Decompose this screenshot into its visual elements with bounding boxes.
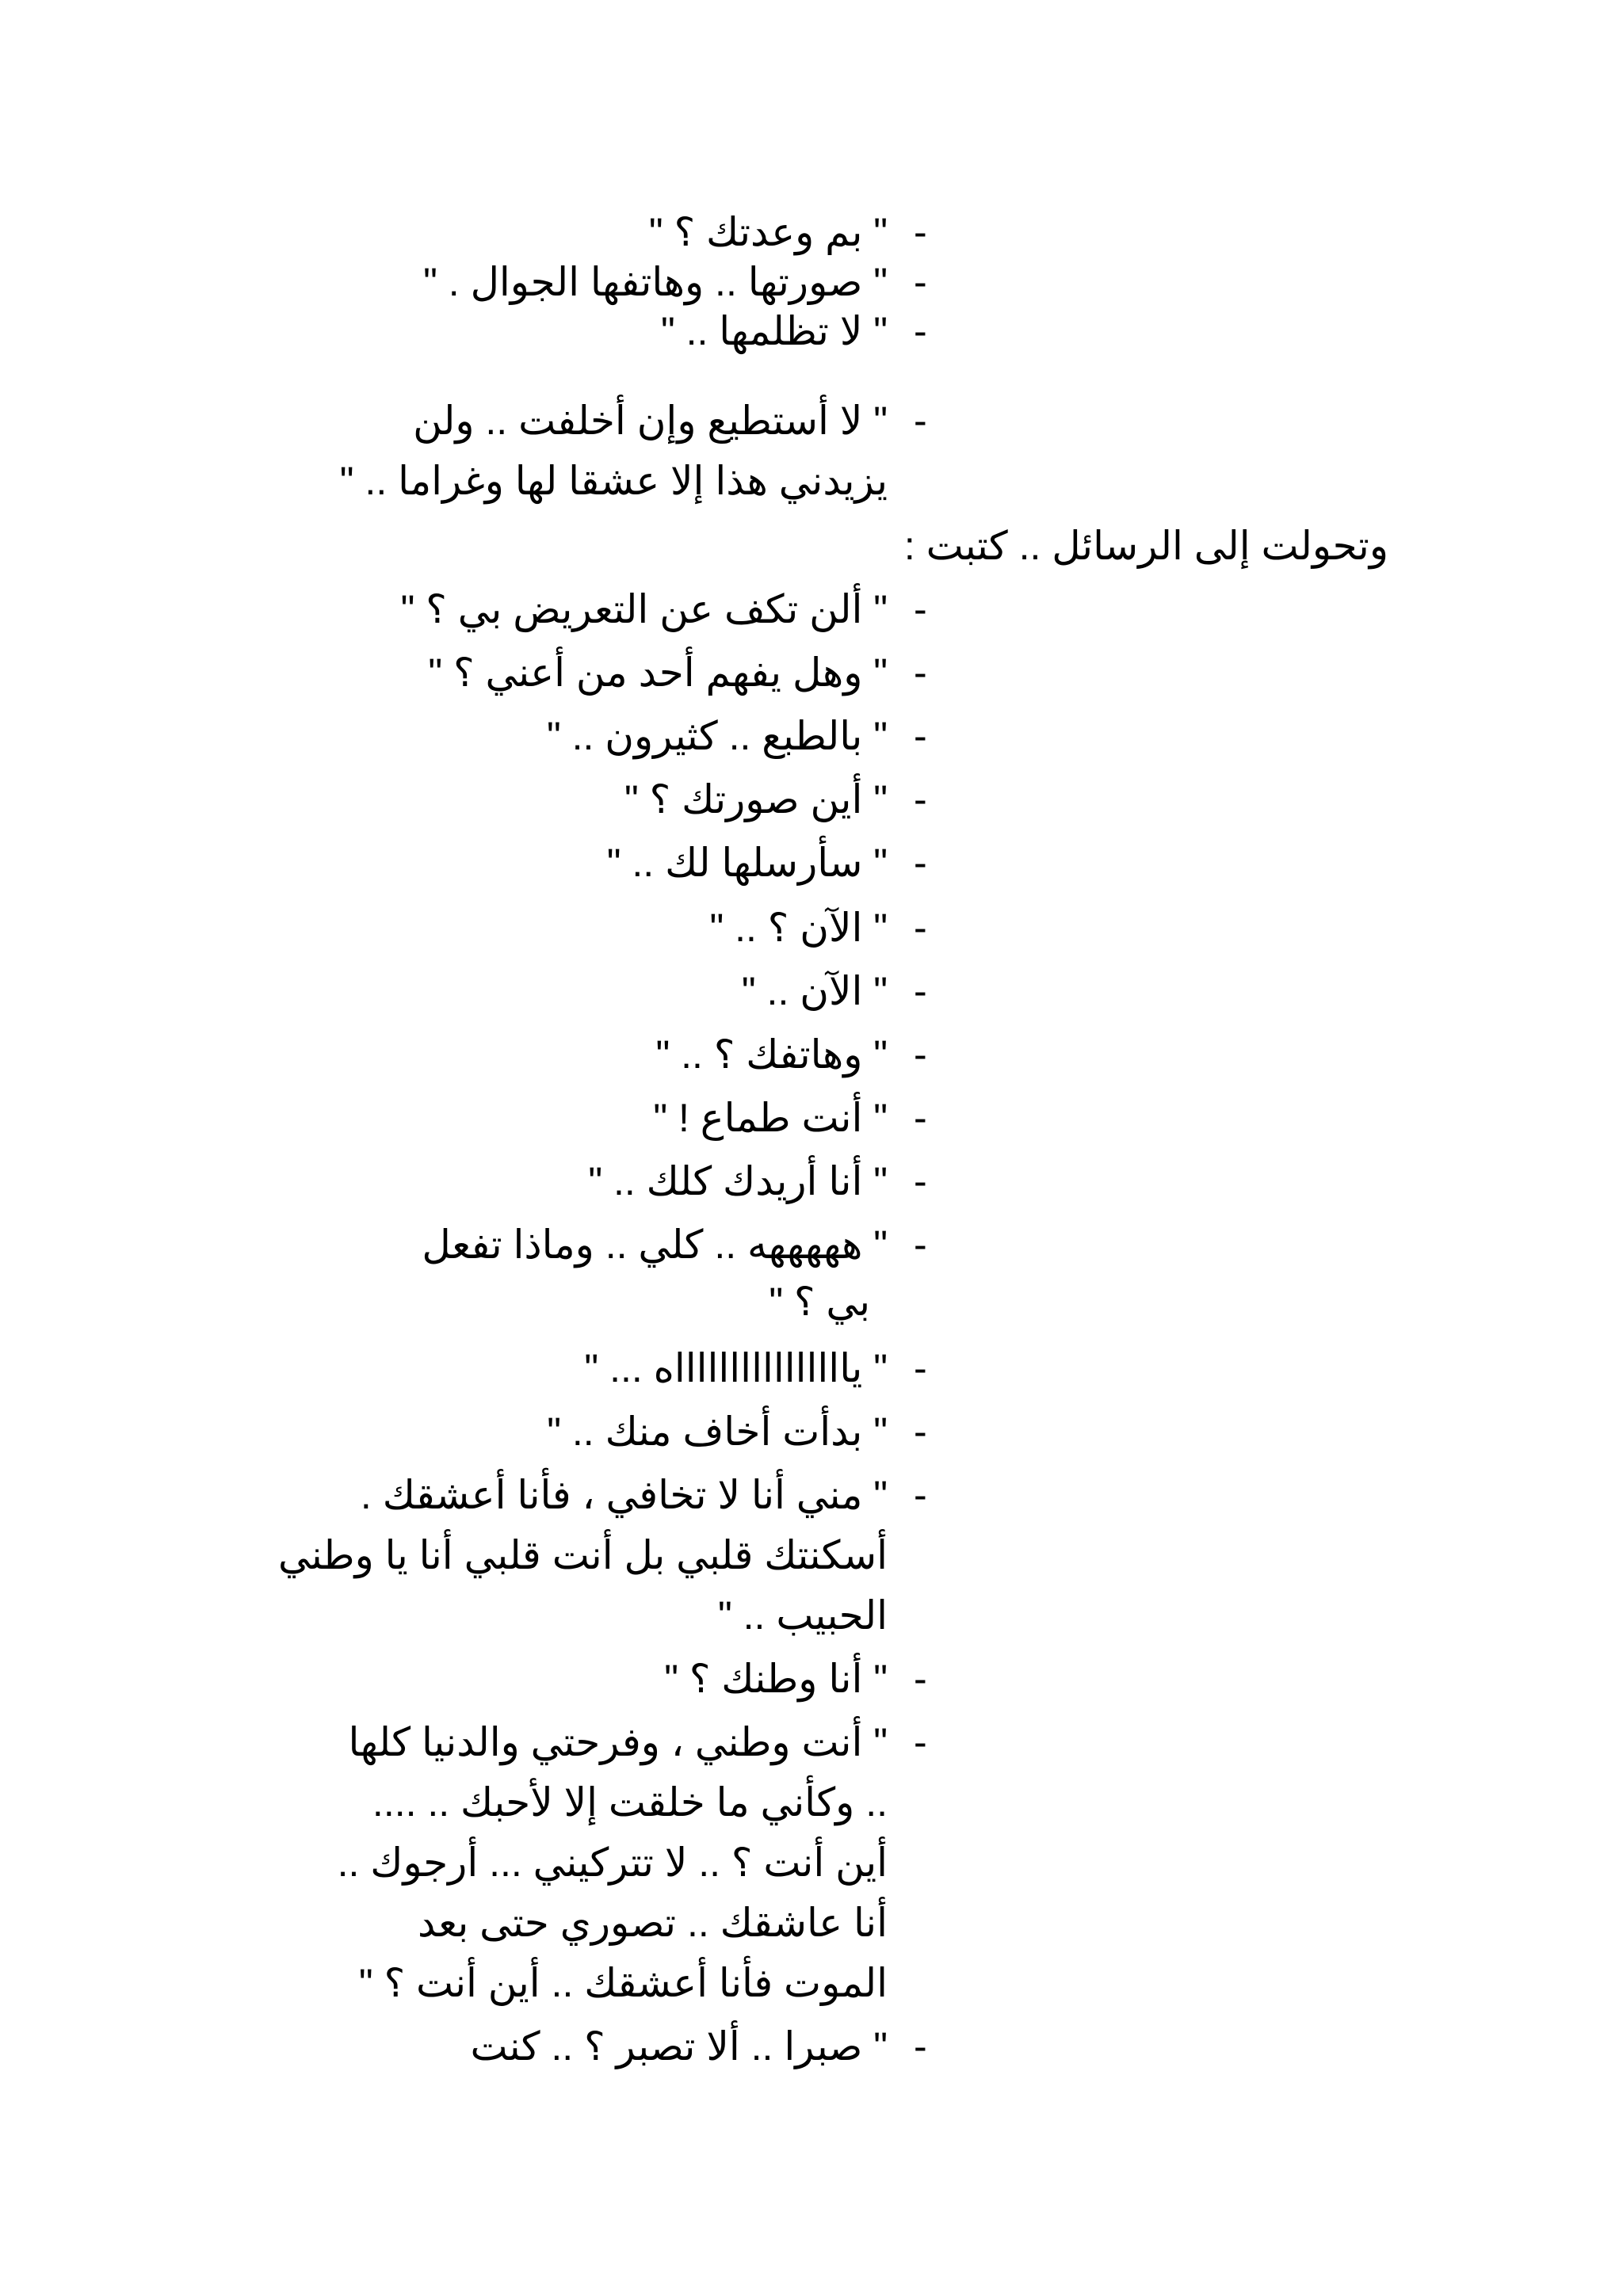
text-line: " أنا أريدك كلك .. " (588, 1159, 888, 1203)
dialogue-dash: - (914, 399, 927, 443)
dialogue-dash: - (914, 969, 927, 1013)
dialogue-dash: - (914, 587, 927, 631)
text-line: " أين صورتك ؟ " (624, 777, 888, 822)
dialogue-dash: - (914, 1409, 927, 1454)
text-line: " بم وعدتك ؟ " (648, 210, 888, 254)
text-line: " لا تظلمها .. " (660, 309, 888, 353)
text-line: " أنت وطني ، وفرحتي والدنيا كلها (348, 1720, 888, 1764)
text-line: " ألن تكف عن التعريض بي ؟ " (400, 587, 888, 631)
text-line: الموت فأنا أعشقك .. أين أنت ؟ " (358, 1961, 888, 2005)
dialogue-dash: - (914, 260, 927, 304)
dialogue-dash: - (914, 1473, 927, 1517)
dialogue-dash: - (914, 1032, 927, 1077)
text-line: " بالطبع .. كثيرون .. " (546, 714, 888, 758)
text-line: .. وكأني ما خلقت إلا لأحبك .. .... (372, 1780, 888, 1825)
text-line: يزيدني هذا إلا عشقا لها وغراما .. " (339, 459, 888, 503)
dialogue-dash: - (914, 650, 927, 695)
text-line: " أنت طماع ! " (653, 1096, 888, 1140)
text-line: " وهاتفك ؟ .. " (655, 1032, 888, 1077)
dialogue-dash: - (914, 777, 927, 822)
dialogue-dash: - (914, 841, 927, 885)
dialogue-dash: - (914, 1657, 927, 1701)
dialogue-dash: - (914, 1096, 927, 1140)
text-line: " لا أستطيع وإن أخلفت .. ولن (413, 399, 888, 443)
text-line: أنا عاشقك .. تصوري حتى بعد (417, 1901, 888, 1945)
text-line: الحبيب .. " (718, 1593, 888, 1638)
text-line: " سأرسلها لك .. " (606, 841, 888, 885)
text-line: " هههههه .. كلي .. وماذا تفعل (422, 1222, 888, 1267)
text-line: " صورتها .. وهاتفها الجوال . " (423, 260, 888, 304)
dialogue-dash: - (914, 210, 927, 254)
dialogue-dash: - (914, 1346, 927, 1390)
text-line: أين أنت ؟ .. لا تتركيني ... أرجوك .. (337, 1840, 888, 1885)
text-line: " الآن ؟ .. " (709, 906, 888, 950)
dialogue-dash: - (914, 1222, 927, 1267)
text-line: " أنا وطنك ؟ " (664, 1657, 888, 1701)
text-line: أسكنتك قلبي بل أنت قلبي أنا يا وطني (278, 1533, 888, 1577)
text-line: " يااااااااااااااااه ... " (584, 1346, 888, 1390)
text-line: " صبرا .. ألا تصبر ؟ .. كنت (470, 2024, 888, 2069)
dialogue-dash: - (914, 1720, 927, 1764)
dialogue-dash: - (914, 906, 927, 950)
text-line: بي ؟ " (769, 1280, 870, 1324)
dialogue-dash: - (914, 309, 927, 353)
dialogue-dash: - (914, 1159, 927, 1203)
dialogue-dash: - (914, 2024, 927, 2069)
text-line: " بدأت أخاف منك .. " (547, 1409, 888, 1454)
text-line: " وهل يفهم أحد من أعني ؟ " (428, 650, 888, 695)
narration-line: وتحولت إلى الرسائل .. كتبت : (903, 524, 1388, 568)
dialogue-dash: - (914, 714, 927, 758)
text-line: " الآن .. " (741, 969, 888, 1013)
text-line: " مني أنا لا تخافي ، فأنا أعشقك . (360, 1473, 888, 1517)
